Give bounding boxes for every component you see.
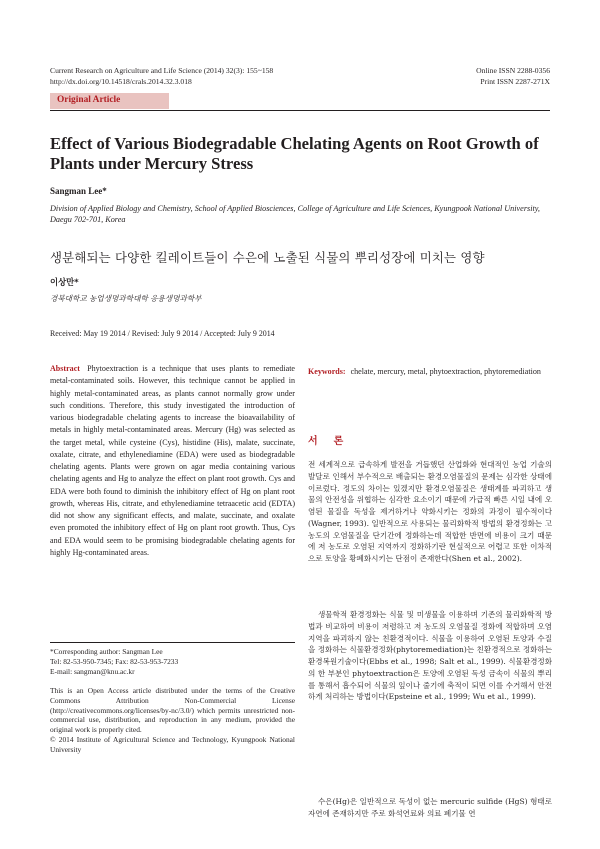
copyright-text: © 2014 Institute of Agricultural Science and Technology, Kyungpook National University	[50, 734, 295, 754]
issn-print: Print ISSN 2287-271X	[480, 76, 550, 86]
license-notice	[50, 686, 295, 755]
contact-email[interactable]: E-mail: sangman@knu.ac.kr	[50, 667, 135, 677]
doi-link[interactable]: http://dx.doi.org/10.14518/crals.2014.32.3.018	[50, 76, 192, 86]
intro-paragraph-1: 전 세계적으로 급속하게 발전을 거듭했던 산업화와 현대적인 농업 기술의 발달로 인해서 부수적으로 배출되는 환경오염물질의 문제는 심각한 상태에 이르렀다. 정도의 차이는 있겠지만 환경오염물질은 생태계를 파괴하고 생물의 안전성을 위협하는 심각한 요소이기 때문에 가급적 빠른 시일 내에 오염된 물질을 독성을 제거하거나 약화시키는 정화의 과정이 필수적이다(Wagner, 1993). 일반적으로 사용되는 물리화학적 방법의 환경정화는 고농도의 오염물질을 단기간에 정화하는데 적합한 반면에 비용이 크기 때문에 저 농도로 오염된 지역까지 정화하기란 현실적으로 어렵고 또한 이차적으로 토양을 황폐화시키는 단점이 존재한다(Shen et al., 2002).	[308, 460, 552, 563]
intro-paragraph-3: 수은(Hg)은 일반적으로 독성이 없는 mercuric sulfide (HgS) 형태로 자연에 존재하지만 주로 화석연료와 의료 폐기물 연	[308, 797, 552, 818]
abstract	[50, 363, 295, 559]
header-rule	[50, 110, 550, 111]
journal-info	[50, 66, 273, 87]
keywords-heading: Keywords:	[308, 367, 346, 376]
journal-citation: Current Research on Agriculture and Life Science (2014) 32(3): 155~158	[50, 66, 274, 75]
correspondence	[50, 647, 295, 677]
paper-title: Effect of Various Biodegradable Chelating Agents on Root Growth of Plants under Mercury Stress	[50, 134, 539, 173]
article-type-label: Original Article	[57, 95, 121, 105]
author-name: Sangman Lee*	[50, 186, 107, 196]
open-access-text: This is an Open Access article distributed under the terms of the Creative Commons Attribution Non-Commercial License (http://creativecommons.org/licenses/by-nc/3.0/) which permits unrestricted non-commercial use, distribution, and reproduction in any medium, provided the original work is properly cited.	[50, 686, 295, 735]
abstract-text: Phytoextraction is a technique that uses plants to remediate metal-contaminated soils. However, this technique cannot be applied in highly metal-contaminated areas, as plants cannot normally grow under such conditions. Therefore, this study investigated the introduction of various biodegradable chelating agents to increase the bioavailability of metals in highly metal-contaminated areas. Mercury (Hg) was selected as the target metal, while cysteine (Cys), histidine (His), malate, succinate, oxalate, citrate, and ethylenediamine (EDA) were used as biodegradable chelating agents. Plants were grown on agar media containing various chelating agents and Hg to analyze the effect on plant root growth. Cys and EDA were both found to diminish the inhibitory effect of Hg on plant root growth, whereas His, citrate, and ethylenediamine tetraacetic acid (EDTA) did not show any significant effects, and malate, succinate, and oxalate even promoted the inhibitory effect of Hg on plant root growth. Thus, Cys and EDA would seem to be promising biodegradable chelating agents for highly Hg-contaminated areas.	[50, 364, 296, 557]
keywords	[308, 366, 552, 378]
intro-paragraph-2: 생물학적 환경정화는 식물 및 미생물을 이용하며 기존의 물리화학적 방법과 비교하여 비용이 저렴하고 저 농도의 오염물질 정화에 적합하며 오염지역을 파괴하지 않는 친환경적이다. 식물을 이용하여 오염된 토양과 수질을 정화하는 식물환경정화(phytoremediation)는 친환경적으로 정화하는 환경복원기술이다(Ebbs et al., 1998; Salt et al., 1999). 식물환경정화의 한 부분인 phytoextraction은 토양에 오염된 독성 금속이 식물의 뿌리를 통해서 흡수되어 식물의 잎이나 줄기에 축적이 되면 이를 수거해서 안전하게 처리하는 방법이다(Epsteine et al., 1999; Wu et al., 1999).	[308, 610, 552, 702]
corresponding-author: *Corresponding author: Sangman Lee	[50, 647, 163, 656]
abstract-heading: Abstract	[50, 364, 80, 373]
received-dates: Received: May 19 2014 / Revised: July 9 2014 / Accepted: July 9 2014	[50, 329, 275, 338]
korean-affiliation: 경북대학교 농업생명과학대학 응용생명과학부	[50, 294, 202, 303]
footnote-rule	[50, 642, 295, 643]
korean-author-name: 이상만*	[50, 277, 79, 287]
article-type-badge	[50, 93, 169, 109]
issn-info	[476, 66, 550, 87]
keywords-text: chelate, mercury, metal, phytoextraction, phytoremediation	[350, 367, 541, 376]
issn-online: Online ISSN 2288-0356	[476, 66, 550, 75]
section-heading-introduction: 서론	[308, 436, 360, 447]
korean-title: 생분해되는 다양한 킬레이트들이 수은에 노출된 식물의 뿌리성장에 미치는 영향	[50, 250, 485, 265]
author-affiliation: Division of Applied Biology and Chemistry, School of Applied Biosciences, College of Agriculture and Life Sciences, Kyungpook National University, Daegu 702-701, Korea	[50, 204, 540, 224]
contact-phone: Tel: 82-53-950-7345; Fax: 82-53-953-7233	[50, 657, 179, 667]
